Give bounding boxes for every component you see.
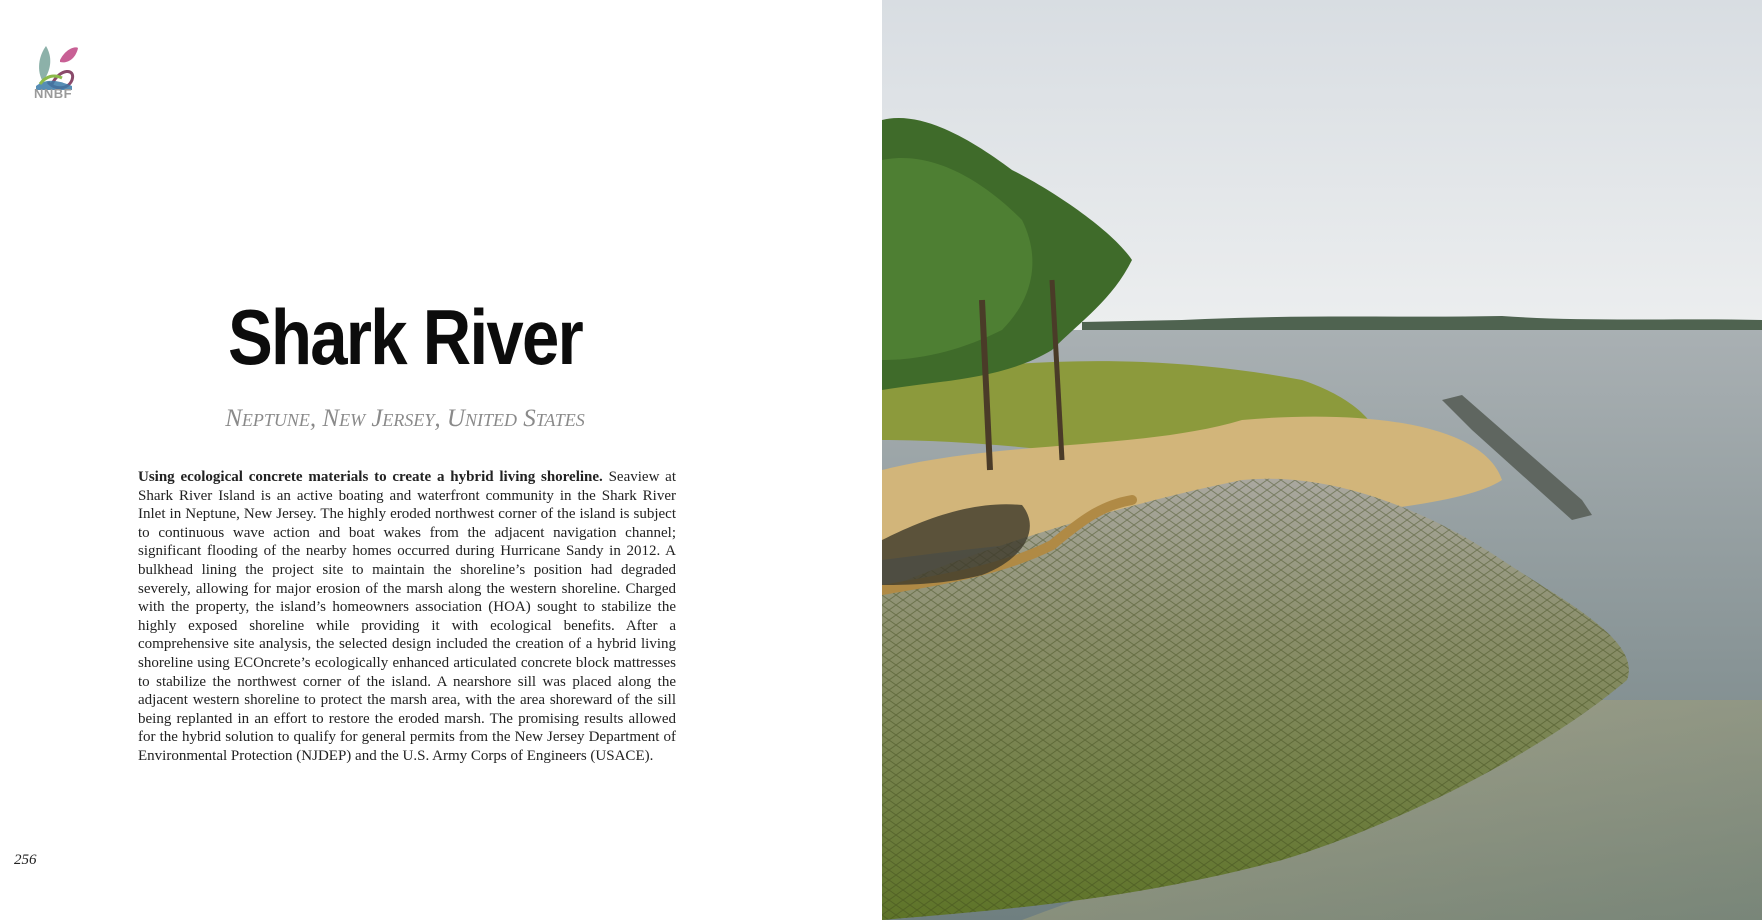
logo-text: NNBF [34,86,73,101]
body-lead: Using ecological concrete materials to create a hybrid living shoreline. [138,469,603,485]
location-subtitle: Neptune, New Jersey, United States [225,405,585,432]
body-paragraph [138,468,676,766]
page-number: 256 [14,852,37,868]
body-text: Seaview at Shark River Island is an active boating and waterfront community in the Shark River Inlet in Neptune, New Jersey. The highly eroded northwest corner of the island is subject to continuous wave action and boat wakes from the adjacent navigation channel; significant flooding of the nearby homes occurred during Hurricane Sandy in 2012. A bulkhead lining the project site to maintain the shoreline’s position had degraded severely, allowing for major erosion of the marsh along the western shoreline. Charged with the property, the island’s homeowners association (HOA) sought to stabilize the highly exposed shoreline while providing it with ecological benefits. After a comprehensive site analysis, the selected design included the creation of a hybrid living shoreline using ECOncrete’s ecologically enhanced articulated concrete block mattresses to stabilize the northwest corner of the island. A nearshore sill was placed along the adjacent western shoreline to protect the marsh area, with the area shoreward of the sill being replanted in an effort to restore the eroded marsh. The promising results allowed for the hybrid solution to qualify for general permits from the New Jersey Department of Environmental Protection (NJDEP) and the U.S. Army Corps of Engineers (USACE). [138,469,676,764]
aerial-shoreline-photo [882,0,1762,920]
page-title: Shark River [228,293,582,381]
